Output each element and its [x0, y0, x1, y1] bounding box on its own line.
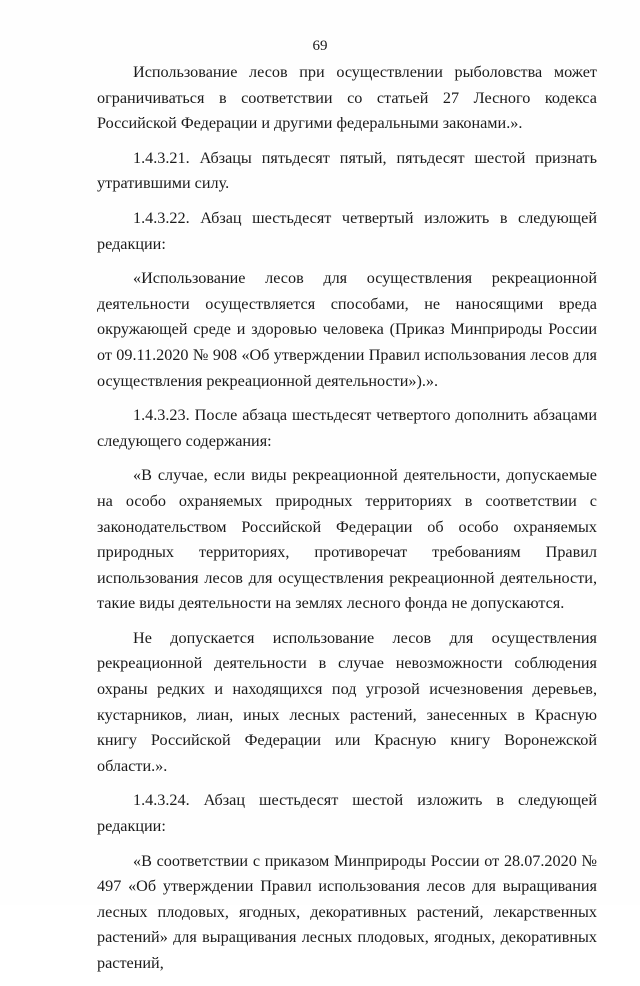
- document-body: [97, 60, 597, 986]
- paragraph-1-4-3-22: 1.4.3.22. Абзац шестьдесят четвертый изложить в следующей редакции:: [97, 208, 597, 253]
- paragraph-fishing-use: Использование лесов при осуществлении рыболовства может ограничиваться в соответствии со статьей 27 Лесного кодекса Российской Федерации и другими федеральными законами.».: [97, 63, 597, 133]
- paragraph-recreation-use: «Использование лесов для осуществления рекреационной деятельности осуществляется способами, не наносящими вреда окружающей среде и здоровью человека (Приказ Минприроды России от 09.11.2020 № 908 «Об утверждении Правил использования лесов для осуществления рекреационной деятельности»).».: [97, 269, 597, 390]
- paragraph-protected-territories: «В случае, если виды рекреационной деятельности, допускаемые на особо охраняемых природных территориях в соответствии с законодательством Российской Федерации об особо охраняемых природных территориях, противоречат требованиям Правил использования лесов для осуществления рекреационной деятельности, такие виды деятельности на землях лесного фонда не допускаются.: [97, 466, 597, 613]
- paragraph-cultivation: «В соответствии с приказом Минприроды России от 28.07.2020 № 497 «Об утверждении Правил использования лесов для выращивания лесных плодовых, ягодных, декоративных растений, лекарственных растений» для выращивания лесных плодовых, ягодных, декоративных растений,: [97, 851, 597, 972]
- paragraph-red-book: Не допускается использование лесов для осуществления рекреационной деятельности в случае невозможности соблюдения охраны редких и находящихся под угрозой исчезновения деревьев, кустарников, лиан, иных лесных растений, занесенных в Красную книгу Российской Федерации или Красную книгу Воронежской области.».: [97, 628, 597, 775]
- paragraph-1-4-3-21: 1.4.3.21. Абзацы пятьдесят пятый, пятьдесят шестой признать утратившими силу.: [97, 148, 597, 193]
- paragraph-1-4-3-24: 1.4.3.24. Абзац шестьдесят шестой изложить в следующей редакции:: [97, 791, 597, 836]
- page-number: 69: [312, 38, 328, 54]
- paragraph-1-4-3-23: 1.4.3.23. После абзаца шестьдесят четвертого дополнить абзацами следующего содержания:: [97, 406, 597, 450]
